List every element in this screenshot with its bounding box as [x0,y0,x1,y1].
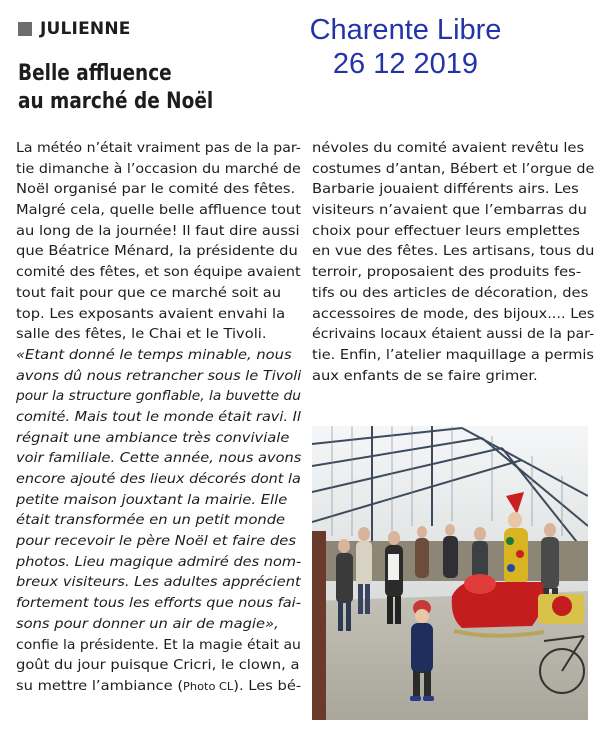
quote-line: comité. Mais tout le monde était ravi. Il [16,408,301,425]
quote-line: pour recevoir le père Noël et faire des [16,533,296,550]
text-line: visiteurs n’avaient que l’embarras du [312,202,587,219]
quote-line: voir familiale. Cette année, nous avons [16,450,302,467]
text-line: goût du jour puisque Cricri, le clown, a [16,657,300,674]
quote-line: petite maison jouxtant la mairie. Elle [16,491,288,508]
market-photo [312,426,588,720]
text-line: top. Les exposants avaient envahi la [16,305,286,322]
section-label: JULIENNE [40,19,131,39]
text-fragment: . Les bé- [238,677,302,694]
quote-line: avons dû nous retrancher sous le Tivoli [16,367,302,384]
text-line: écrivains locaux étaient aussi de la par- [312,326,595,343]
quote-line: pour la structure gonflable, la buvette du [16,388,301,405]
publication-date: 26 12 2019 [332,48,479,80]
text-line: tie. Enfin, l’atelier maquillage a permis [312,346,594,363]
text-line: tout fait pour que ce marché soit au [16,284,282,301]
text-line [16,676,301,697]
article-column-right [312,138,594,386]
tent-scene-illustration [312,426,588,720]
article-headline [18,60,253,116]
rubric-square-icon [18,22,32,36]
text-line: Malgré cela, quelle belle affluence tout [16,202,301,219]
text-line: Barbarie jouaient différents airs. Les [312,181,579,198]
text-line: confie la présidente. Et la magie était au [16,636,301,653]
quote-line: régnait une ambiance très conviviale [16,429,290,446]
text-line: en vue des fêtes. Les artisans, tous du [312,243,595,260]
quote-line: était transformée en un petit monde [16,512,286,529]
text-line: terroir, proposaient des produits fes- [312,264,582,281]
quote-line: sons pour donner un air de magie», [16,615,279,632]
text-line: accessoires de mode, des bijoux.... Les [312,305,595,322]
headline-line-1: Belle affluence [18,61,172,86]
left-post [312,531,326,720]
text-line: La météo n’était vraiment pas de la par- [16,140,301,156]
text-line: choix pour effectuer leurs emplettes [312,222,580,239]
text-line: tie dimanche à l’occasion du marché de [16,160,301,177]
quote-line: breux visiteurs. Les adultes apprécient [16,574,301,591]
text-line: costumes d’antan, Bébert et l’orgue de [312,160,595,177]
section-rubric [18,19,131,39]
text-line: au long de la journée! Il faut dire aussi [16,222,300,239]
text-line: névoles du comité avaient revêtu les [312,140,585,156]
article-column-left [16,138,301,697]
text-line: tifs ou des articles de décoration, des [312,284,589,301]
text-line: aux enfants de se faire grimer. [312,367,538,384]
source-stamp [288,13,523,81]
photo-credit: Photo CL [183,680,234,693]
publication-name: Charente Libre [309,14,502,46]
quote-line: encore ajouté des lieux décorés dont la [16,471,301,487]
text-line: salle des fêtes, le Chai et le Tivoli. [16,326,267,343]
text-fragment: su mettre l’ambiance ( [16,677,184,694]
quote-line: «Etant donné le temps minable, nous [16,346,292,363]
headline-line-2: au marché de Noël [18,89,214,114]
credit-close: ) [233,677,239,694]
quote-line: fortement tous les efforts que nous fai- [16,595,301,612]
text-line: comité des fêtes, et son équipe avaient [16,264,301,281]
text-line: que Béatrice Ménard, la présidente du [16,243,298,260]
quote-line: photos. Lieu magique admiré des nom- [16,553,302,570]
text-line: Noël organisé par le comité des fêtes. [16,181,296,198]
